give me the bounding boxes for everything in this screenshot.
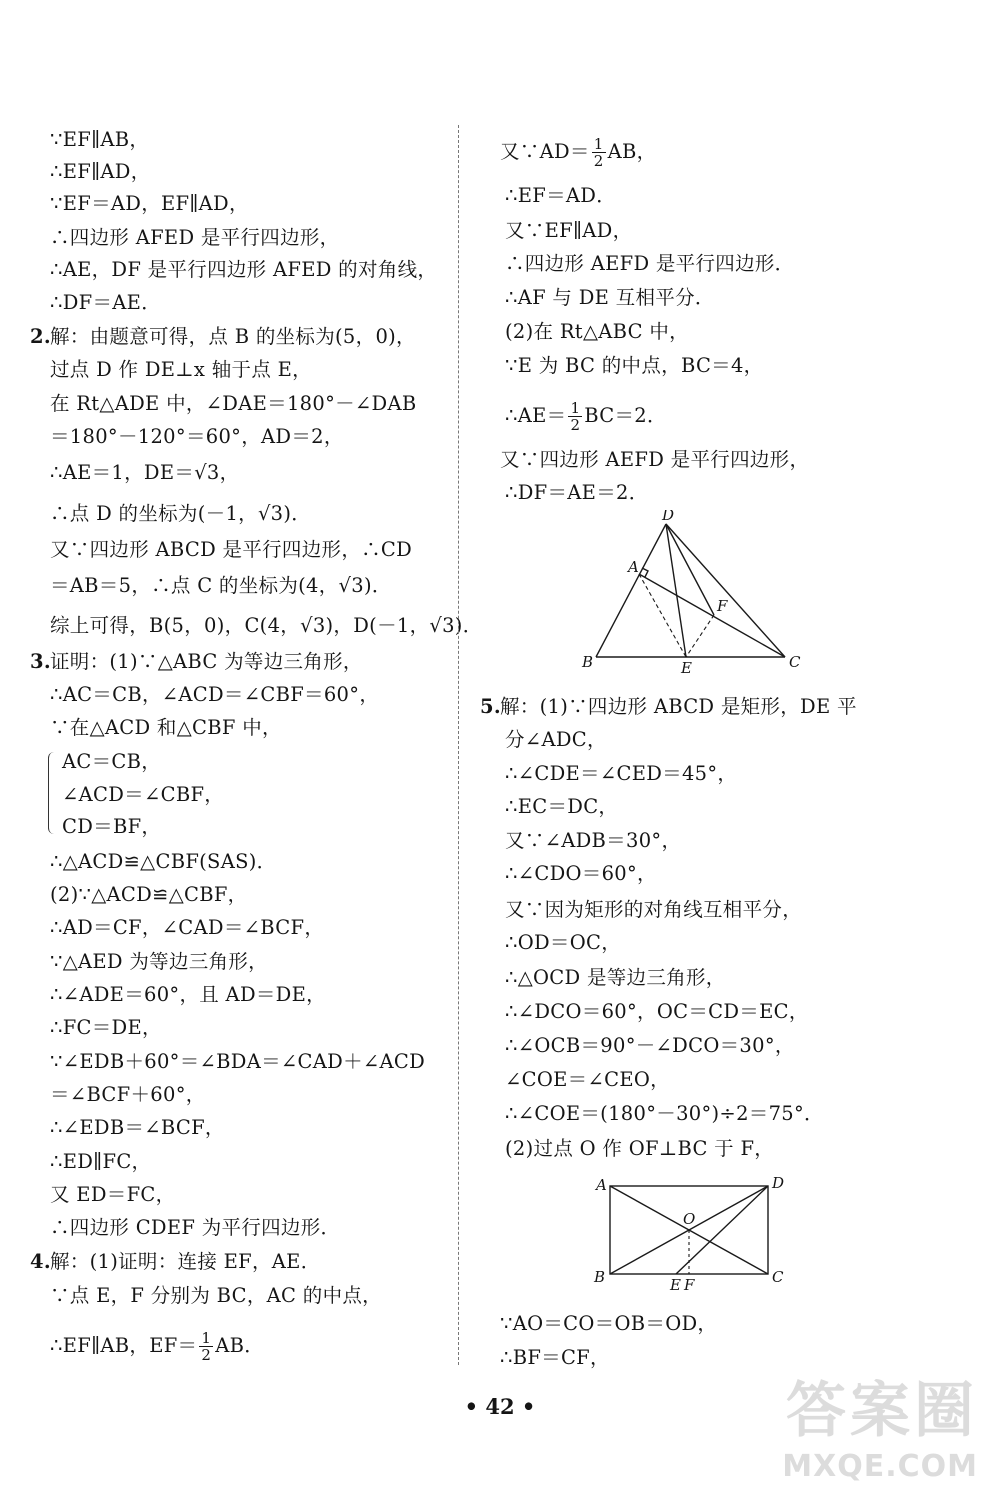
segment-dc bbox=[666, 524, 785, 657]
label-b: B bbox=[582, 653, 594, 671]
fraction bbox=[568, 400, 582, 433]
text-line: ∴AD＝CF，∠CAD＝∠BCF， bbox=[50, 916, 325, 939]
label-o: O bbox=[683, 1210, 696, 1228]
text-line: ∴DF＝AE＝2． bbox=[505, 481, 649, 504]
page-number: • 42 • bbox=[464, 1394, 536, 1419]
fraction-numerator: 1 bbox=[570, 399, 581, 417]
system-brace bbox=[48, 752, 59, 834]
text-line: ∠COE＝∠CEO， bbox=[505, 1068, 670, 1091]
label-e: E bbox=[681, 659, 692, 677]
text-line: ∴AE，DF 是平行四边形 AFED 的对角线， bbox=[50, 258, 438, 281]
fraction-denominator: 2 bbox=[593, 152, 604, 170]
label-d: D bbox=[772, 1174, 785, 1192]
text-line bbox=[505, 400, 667, 433]
text-line: 综上可得，B(5，0)，C(4，√3)，D(－1，√3)． bbox=[50, 614, 483, 637]
text-line: (2)过点 O 作 OF⊥BC 于 F， bbox=[505, 1137, 775, 1160]
text-line: 又∵四边形 AEFD 是平行四边形， bbox=[500, 448, 810, 471]
text-line: 解：由题意可得，点 B 的坐标为(5，0)， bbox=[50, 325, 416, 348]
text-line: (2)在 Rt△ABC 中， bbox=[505, 320, 689, 343]
fraction bbox=[199, 1330, 213, 1363]
question-number: 3. bbox=[30, 650, 51, 673]
label-b: B bbox=[594, 1268, 606, 1286]
label-f: F bbox=[717, 597, 728, 615]
text-line bbox=[50, 1330, 264, 1363]
text-line: ∴AE＝1，DE＝√3， bbox=[50, 461, 240, 484]
text-line: ∴BF＝CF， bbox=[500, 1346, 610, 1369]
text-line bbox=[500, 136, 656, 169]
segment-db bbox=[596, 524, 666, 657]
text-line: ∴DF＝AE． bbox=[50, 291, 161, 314]
text-line: ∵E 为 BC 的中点，BC＝4， bbox=[505, 354, 764, 377]
text-line: ∵在△ACD 和△CBF 中， bbox=[50, 716, 282, 739]
text-line: ∵AO＝CO＝OB＝OD， bbox=[500, 1312, 718, 1335]
text-line: ∴∠COE＝(180°－30°)÷2＝75°． bbox=[505, 1102, 824, 1125]
text-segment: BC＝2． bbox=[584, 404, 667, 427]
text-line: ∴ED∥FC， bbox=[50, 1150, 152, 1173]
question-number: 5. bbox=[480, 695, 501, 718]
text-line: 解：(1)证明：连接 EF，AE． bbox=[50, 1250, 321, 1273]
text-line: ∴△OCD 是等边三角形， bbox=[505, 966, 726, 989]
question-number: 2. bbox=[30, 325, 51, 348]
text-line: ∴△ACD≌△CBF(SAS)． bbox=[50, 850, 277, 873]
text-line: 解：(1)∵四边形 ABCD 是矩形，DE 平 bbox=[500, 695, 857, 718]
segment-ac bbox=[639, 574, 785, 657]
text-line: 又 ED＝FC， bbox=[50, 1183, 176, 1206]
text-line: ∵EF＝AD，EF∥AD， bbox=[50, 192, 249, 215]
text-line: ∴∠OCB＝90°－∠DCO＝30°， bbox=[505, 1034, 795, 1057]
text-segment: ∴AE＝ bbox=[505, 404, 567, 427]
fraction-denominator: 2 bbox=[201, 1346, 212, 1364]
fraction-numerator: 1 bbox=[201, 1329, 212, 1347]
rectangle-figure bbox=[588, 1170, 798, 1295]
text-line: CD＝BF， bbox=[62, 815, 162, 838]
text-line: 又∵EF∥AD， bbox=[505, 219, 633, 242]
text-line: 分∠ADC， bbox=[505, 728, 607, 751]
column-divider bbox=[458, 125, 459, 1365]
text-line: ∴∠DCO＝60°，OC＝CD＝EC， bbox=[505, 1000, 809, 1023]
label-e: E bbox=[670, 1276, 681, 1294]
text-line: ∵EF∥AB， bbox=[50, 128, 150, 151]
text-line: ∴∠EDB＝∠BCF， bbox=[50, 1116, 225, 1139]
triangle-figure bbox=[570, 510, 820, 680]
text-line: ∴点 D 的坐标为(－1，√3)． bbox=[50, 502, 312, 525]
text-line: ∴四边形 AFED 是平行四边形， bbox=[50, 226, 340, 249]
text-line: ＝180°－120°＝60°，AD＝2， bbox=[50, 425, 344, 448]
label-a: A bbox=[596, 1176, 607, 1194]
label-a: A bbox=[628, 558, 639, 576]
text-segment: ∴EF∥AB，EF＝ bbox=[50, 1334, 198, 1357]
question-number: 4. bbox=[30, 1250, 51, 1273]
text-line: 在 Rt△ADE 中，∠DAE＝180°－∠DAB bbox=[50, 392, 417, 415]
text-line: 过点 D 作 DE⊥x 轴于点 E， bbox=[50, 358, 312, 381]
text-line: ∵△AED 为等边三角形， bbox=[50, 950, 268, 973]
segment-ef bbox=[686, 615, 714, 657]
text-line: ∴FC＝DE， bbox=[50, 1016, 162, 1039]
text-line: ∴OD＝OC， bbox=[505, 931, 622, 954]
text-line: 又∵∠ADB＝30°， bbox=[505, 829, 682, 852]
text-line: ＝AB＝5，∴点 C 的坐标为(4，√3)． bbox=[50, 574, 392, 597]
text-line: (2)∵△ACD≌△CBF， bbox=[50, 883, 248, 906]
label-c: C bbox=[772, 1268, 784, 1286]
watermark bbox=[782, 1363, 978, 1484]
segment-ae bbox=[639, 574, 686, 657]
text-line: AC＝CB， bbox=[62, 750, 162, 773]
text-line: ∴四边形 AEFD 是平行四边形． bbox=[505, 252, 795, 275]
fraction bbox=[592, 136, 606, 169]
text-segment: AB． bbox=[215, 1334, 265, 1357]
text-line: ∴∠CDE＝∠CED＝45°， bbox=[505, 762, 738, 785]
watermark-logo: 答案圈 bbox=[786, 1376, 978, 1446]
text-line: ∴EC＝DC， bbox=[505, 795, 619, 818]
text-line: ∠ACD＝∠CBF， bbox=[62, 783, 225, 806]
fraction-numerator: 1 bbox=[593, 135, 604, 153]
text-line: ∴∠CDO＝60°， bbox=[505, 862, 657, 885]
label-d: D bbox=[662, 510, 675, 524]
text-line: 又∵四边形 ABCD 是平行四边形，∴CD bbox=[50, 538, 413, 561]
text-line: ∴EF＝AD． bbox=[505, 184, 616, 207]
text-line: ∴四边形 CDEF 为平行四边形． bbox=[50, 1216, 341, 1239]
watermark-url: MXQE.COM bbox=[782, 1449, 978, 1484]
text-line: ＝∠BCF＋60°， bbox=[50, 1083, 206, 1106]
text-line: ∴AF 与 DE 互相平分． bbox=[505, 286, 715, 309]
text-line: ∵∠EDB＋60°＝∠BDA＝∠CAD＋∠ACD bbox=[50, 1050, 426, 1073]
text-line: ∴EF∥AD， bbox=[50, 160, 151, 183]
label-f: F bbox=[684, 1276, 695, 1294]
text-line: 又∵因为矩形的对角线互相平分， bbox=[505, 898, 803, 921]
fraction-denominator: 2 bbox=[570, 416, 581, 434]
text-line: ∵点 E，F 分别为 BC，AC 的中点， bbox=[50, 1284, 382, 1307]
text-segment: AB， bbox=[607, 140, 657, 163]
label-c: C bbox=[789, 653, 801, 671]
text-line: ∴∠ADE＝60°，且 AD＝DE， bbox=[50, 983, 326, 1006]
text-segment: 又∵AD＝ bbox=[500, 140, 590, 163]
text-line: 证明：(1)∵△ABC 为等边三角形， bbox=[50, 650, 363, 673]
text-line: ∴AC＝CB，∠ACD＝∠CBF＝60°， bbox=[50, 683, 380, 706]
